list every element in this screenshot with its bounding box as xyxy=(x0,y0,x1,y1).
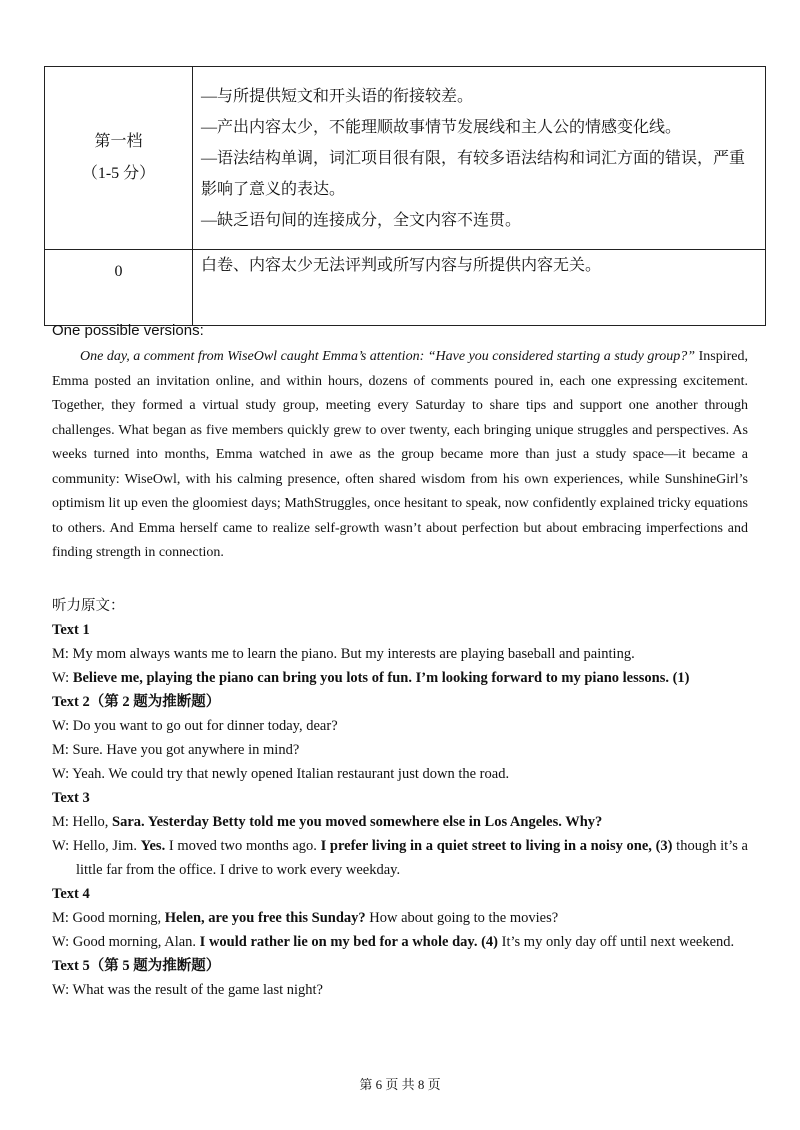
criterion: —语法结构单调，词汇项目很有限，有较多语法结构和词汇方面的错误，严重影响了意义的表达。 xyxy=(201,149,746,198)
text3-title: Text 3 xyxy=(52,790,90,806)
level-score: （1-5 分） xyxy=(81,165,156,182)
text3-m-line xyxy=(52,810,748,834)
dialog-text: It’s my only day off until next weekend. xyxy=(498,934,735,950)
speaker: M: Hello, xyxy=(52,814,113,830)
rubric-row-level1 xyxy=(45,67,766,250)
text2-line: M: Sure. Have you got anywhere in mind? xyxy=(52,742,300,758)
listening-label: 听力原文： xyxy=(52,598,125,614)
criteria-cell xyxy=(193,67,766,250)
essay-paragraph xyxy=(52,345,748,566)
text4-w-line xyxy=(52,930,748,954)
text1-w-line xyxy=(52,666,748,690)
answer-highlight: I prefer living in a quiet street to living in a noisy one, (3) xyxy=(320,838,673,854)
answer-highlight: Sara. Yesterday Betty told me you moved somewhere else in Los Angeles. Why? xyxy=(112,814,603,830)
rubric-row-zero xyxy=(45,250,766,326)
text4-title: Text 4 xyxy=(52,886,90,902)
text2-title: Text 2（第 2 题为推断题） xyxy=(52,694,221,710)
text1-m-line: M: My mom always wants me to learn the piano. But my interests are playing baseball and painting. xyxy=(52,646,635,662)
text2-line: W: Yeah. We could try that newly opened Italian restaurant just down the road. xyxy=(52,766,510,782)
text5-title: Text 5（第 5 题为推断题） xyxy=(52,958,221,974)
criterion: —缺乏语句间的连接成分，全文内容不连贯。 xyxy=(201,211,522,229)
rubric-table xyxy=(44,66,766,326)
text4-m-line xyxy=(52,906,748,930)
text3-w-line xyxy=(52,834,748,882)
speaker: W: xyxy=(52,670,73,686)
speaker: W: Hello, Jim. xyxy=(52,838,141,854)
essay-body: Inspired, Emma posted an invitation online, and within hours, dozens of comments poured in, each one expressing excitement. Together, they formed a virtual study group, meeting every Saturday to share tips and support one another through challenges. What began as five members quickly grew to over twenty, each bringing unique struggles and perspectives. As weeks turned into months, Emma watched in awe as the group became more than just a study space—it became a community: WiseOwl, with his calming presence, often shared wisdom from his own experiences, while SunshineGirl’s optimism lit up even the gloomiest days; MathStruggles, once hesitant to speak, now confidently explained tricky equations to others. And Emma herself came to realize self-growth wasn’t about perfection but about embracing imperfections and finding strength in connection. xyxy=(52,349,748,560)
zero-score-cell: 0 xyxy=(45,250,193,326)
dialog-text: How about going to the movies? xyxy=(365,910,559,926)
text1-title: Text 1 xyxy=(52,622,90,638)
level-cell xyxy=(45,67,193,250)
criterion: —产出内容太少，不能理顺故事情节发展线和主人公的情感变化线。 xyxy=(201,118,682,136)
speaker: W: Good morning, Alan. xyxy=(52,934,200,950)
text2-line: W: Do you want to go out for dinner today, dear? xyxy=(52,718,338,734)
page-footer: 第 6 页 共 8 页 xyxy=(359,1077,441,1092)
answer-highlight: Helen, are you free this Sunday? xyxy=(164,910,366,926)
essay-heading: One possible versions: xyxy=(52,322,204,339)
answer-highlight: Believe me, playing the piano can bring you lots of fun. I’m looking forward to my piano lessons. (1) xyxy=(72,670,690,686)
answer-highlight: Yes. xyxy=(140,838,166,854)
essay-section xyxy=(52,322,748,566)
answer-highlight: I would rather lie on my bed for a whole day. (4) xyxy=(199,934,499,950)
dialog-text: I moved two months ago. xyxy=(165,838,321,854)
dialog-text: though it’s a little far from the office. I drive to work every weekday. xyxy=(76,838,748,878)
speaker: M: Good morning, xyxy=(52,910,165,926)
level-name: 第一档 xyxy=(94,133,143,150)
criterion: —与所提供短文和开头语的衔接较差。 xyxy=(201,87,474,105)
listening-section xyxy=(52,594,748,1002)
text5-line: W: What was the result of the game last night? xyxy=(52,982,323,998)
zero-criteria-cell: 白卷、内容太少无法评判或所写内容与所提供内容无关。 xyxy=(193,250,766,326)
essay-italic-opening: One day, a comment from WiseOwl caught Emma’s attention: “Have you considered starting a study group?” xyxy=(80,349,696,364)
